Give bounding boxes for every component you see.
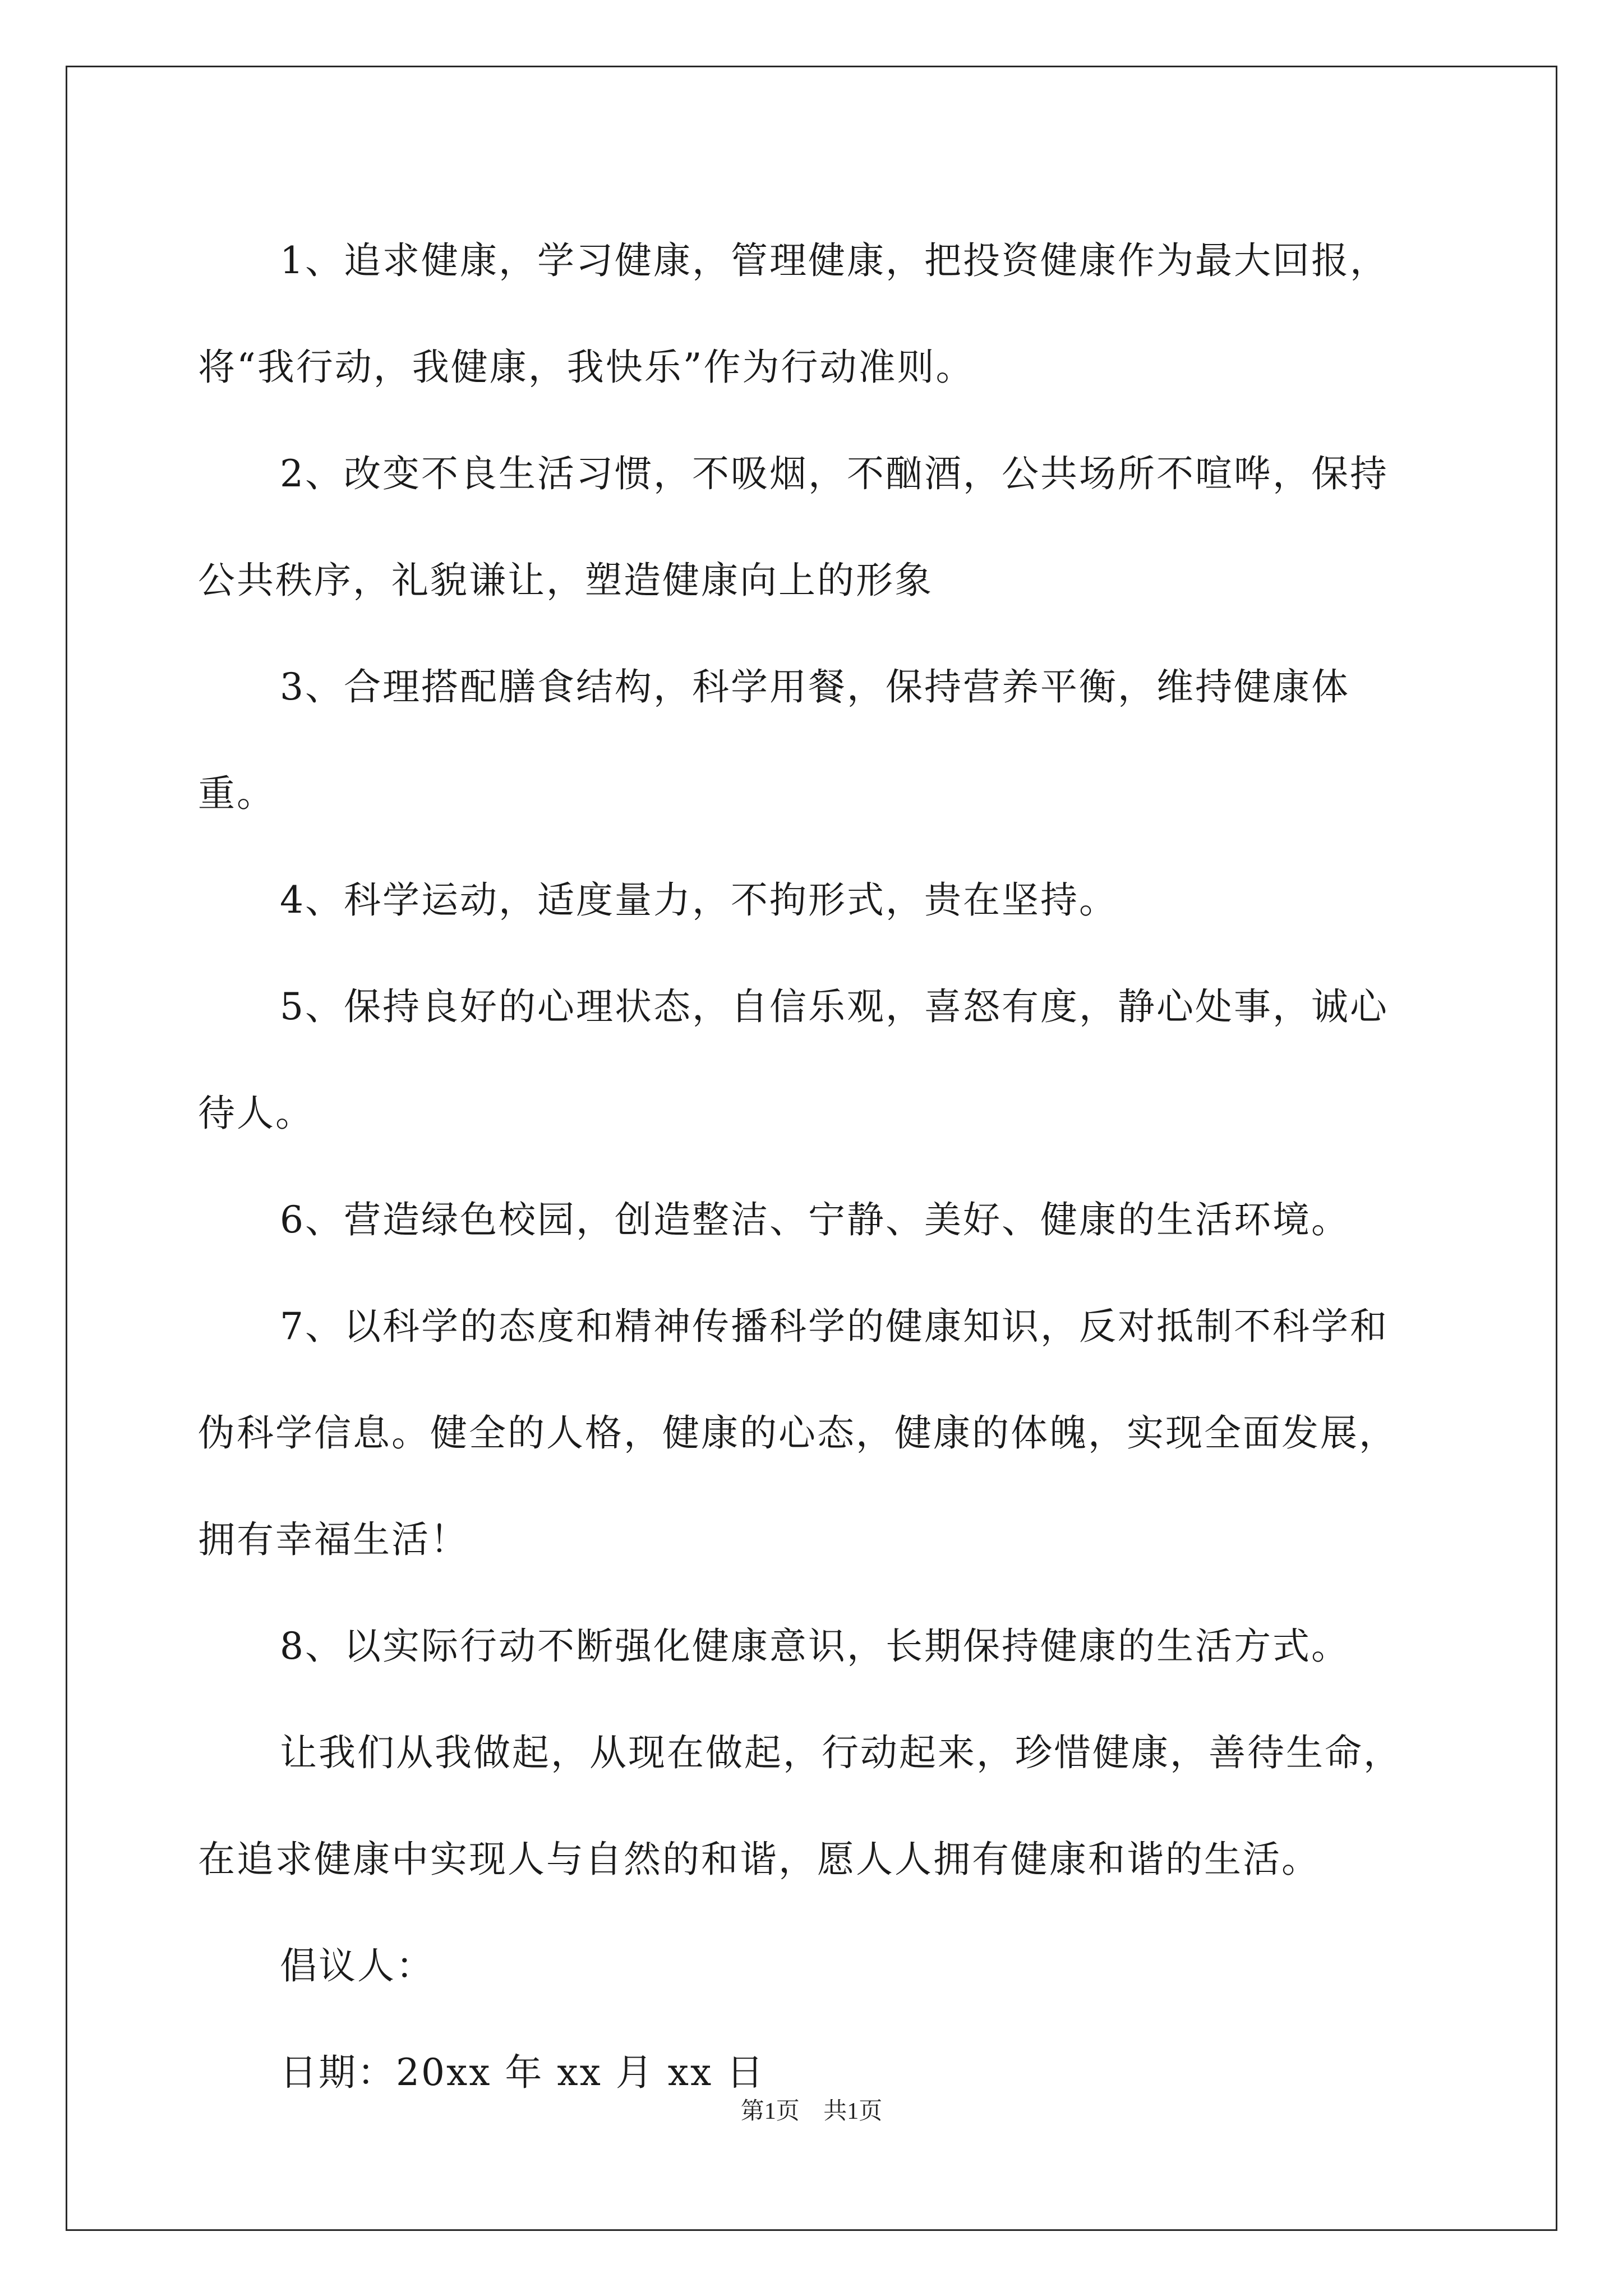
paragraph-item-7: 7、以科学的态度和精神传播科学的健康知识，反对抵制不科学和伪科学信息。健全的人格，健康的心态，健康的体魄，实现全面发展，拥有幸福生活！ xyxy=(198,1305,1398,1561)
paragraph-item-3: 3、合理搭配膳食结构，科学用餐，保持营养平衡，维持健康体重。 xyxy=(198,665,1350,815)
paragraph-item-6: 6、营造绿色校园，创造整洁、宁静、美好、健康的生活环境。 xyxy=(280,1198,1350,1241)
closing-paragraph: 让我们从我做起，从现在做起，行动起来，珍惜健康，善待生命，在追求健康中实现人与自然的和谐，愿人人拥有健康和谐的生活。 xyxy=(198,1731,1402,1881)
paragraph-item-1: 1、追求健康，学习健康，管理健康，把投资健康作为最大回报，将“我行动，我健康，我快乐”作为行动准则。 xyxy=(198,239,1389,389)
paragraph-item-4: 4、科学运动，适度量力，不拘形式，贵在坚持。 xyxy=(280,878,1118,922)
date-line: 日期：20xx 年 xx 月 xx 日 xyxy=(280,2051,766,2094)
page-footer xyxy=(0,2092,1623,2126)
page-total: 共1页 xyxy=(823,2099,883,2124)
paragraph-item-8: 8、以实际行动不断强化健康意识，长期保持健康的生活方式。 xyxy=(280,1625,1350,1668)
paragraph-item-2: 2、改变不良生活习惯，不吸烟，不酗酒，公共场所不喧哗，保持公共秩序，礼貌谦让，塑造健康向上的形象 xyxy=(198,452,1389,602)
paragraph-item-5: 5、保持良好的心理状态，自信乐观，喜怒有度，静心处事，诚心待人。 xyxy=(198,985,1389,1135)
initiator-line: 倡议人： xyxy=(280,1944,435,1987)
page-number: 第1页 xyxy=(740,2099,800,2124)
document-body xyxy=(198,208,1421,2126)
